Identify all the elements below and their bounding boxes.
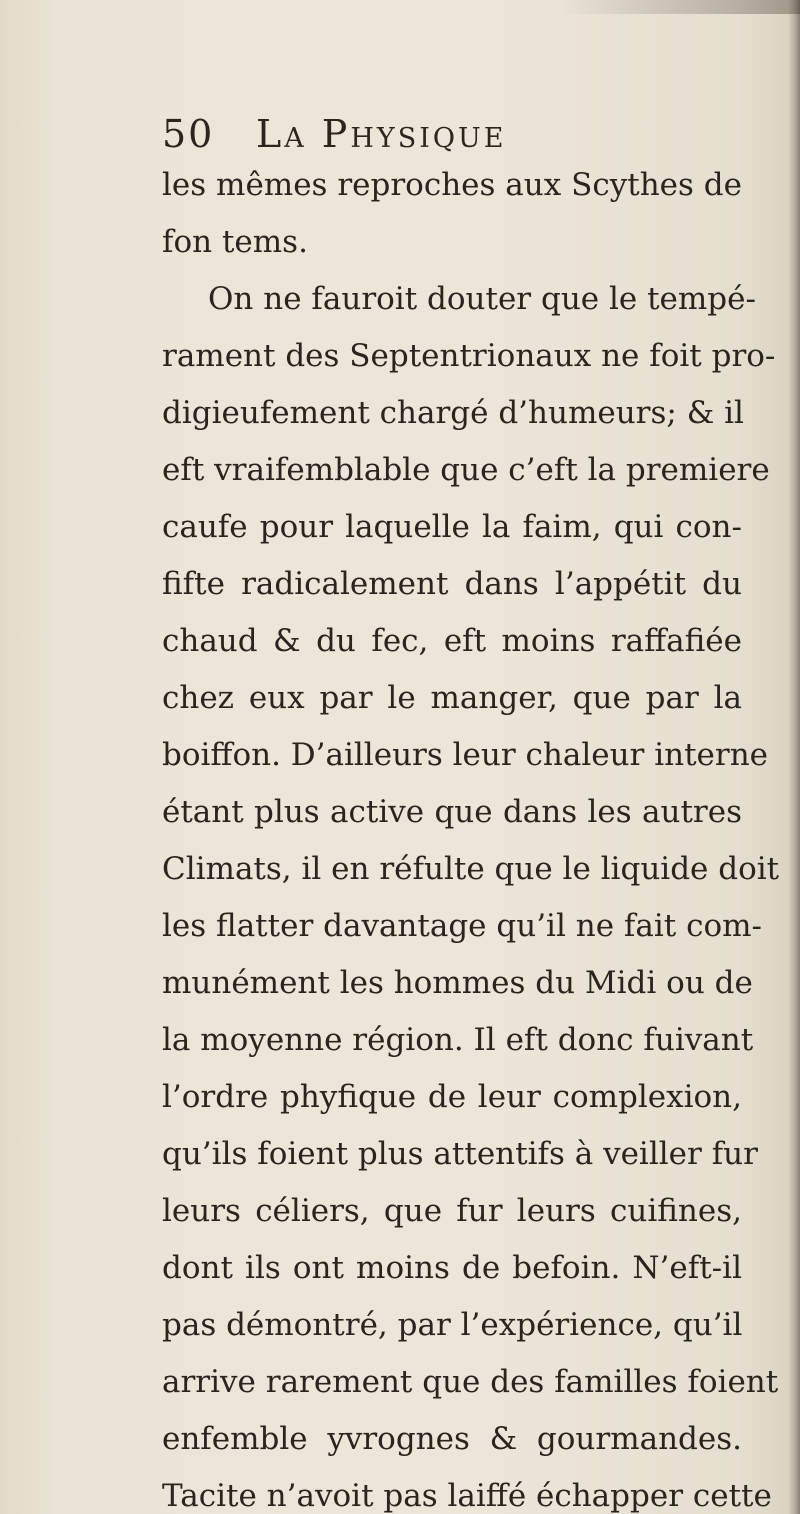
text-line: digieufement chargé d’humeurs; & il <box>162 395 744 431</box>
text-line: chez eux par le manger, que par la <box>162 680 742 716</box>
text-line: dont ils ont moins de befoin. N’eft-il <box>162 1250 742 1286</box>
text-line: boiffon. D’ailleurs leur chaleur interne <box>162 737 769 773</box>
text-line: étant plus active que dans les autres <box>162 794 742 830</box>
page-edge <box>788 0 800 1514</box>
text-line: les flatter davantage qu’il ne fait com- <box>162 908 762 944</box>
text-line: rament des Septentrionaux ne foit pro- <box>162 338 776 374</box>
text-line: munément les hommes du Midi ou de <box>162 965 753 1001</box>
text-line: caufe pour laquelle la faim, qui con- <box>162 509 742 545</box>
page-number: 50 <box>162 112 215 156</box>
page-header <box>162 112 722 162</box>
text-line: eft vraifemblable que c’eft la premiere <box>162 452 770 488</box>
text-line: les mêmes reproches aux Scythes de <box>162 167 742 203</box>
text-line: leurs céliers, que fur leurs cuifines, <box>162 1193 742 1229</box>
text-line: Climats, il en réfulte que le liquide doit <box>162 851 780 887</box>
text-line: qu’ils foient plus attentifs à veiller fur <box>162 1136 758 1172</box>
page-top-shadow <box>560 0 800 14</box>
text-line: fifte radicalement dans l’appétit du <box>162 566 742 602</box>
text-line: pas démontré, par l’expérience, qu’il <box>162 1307 743 1343</box>
text-line: chaud & du fec, eft moins raffafiée <box>162 623 742 659</box>
text-line: On ne fauroit douter que le tempé- <box>208 281 756 317</box>
text-line: enfemble yvrognes & gourmandes. <box>162 1421 742 1457</box>
text-line: fon tems. <box>162 224 308 260</box>
body-text <box>162 157 780 1514</box>
text-line: Tacite n’avoit pas laiffé échapper cette <box>162 1478 772 1514</box>
text-line: l’ordre phyfique de leur complexion, <box>162 1079 742 1115</box>
text-line: la moyenne région. Il eft donc fuivant <box>162 1022 754 1058</box>
text-line: arrive rarement que des familles foient <box>162 1364 779 1400</box>
running-head: La Physique <box>256 112 507 156</box>
